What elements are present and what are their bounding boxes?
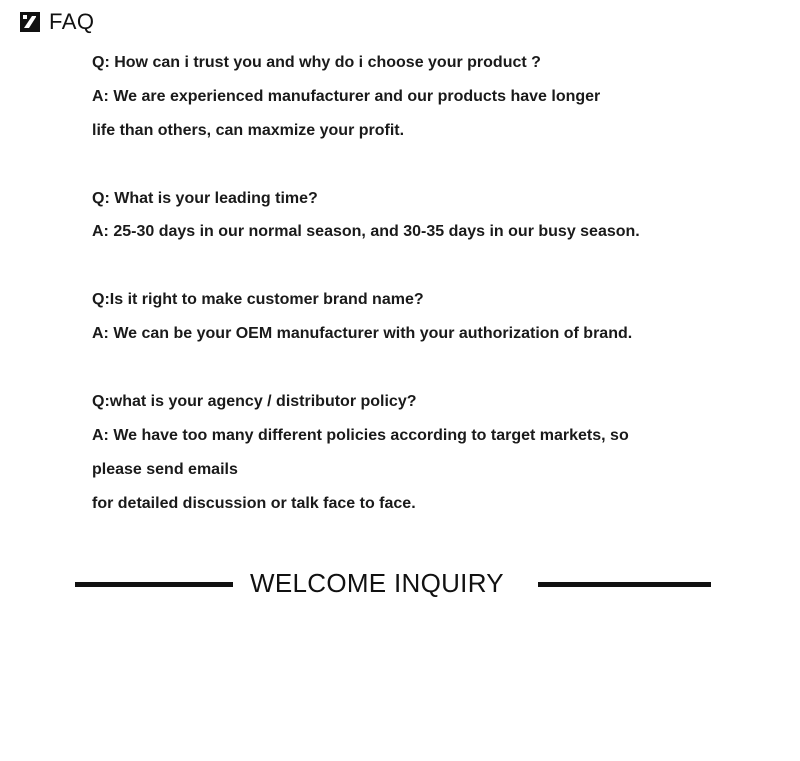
welcome-inquiry-title: WELCOME INQUIRY [250,568,504,598]
faq-answer-trust-line-1: A: We are experienced manufacturer and our products have longer [92,88,601,105]
faq-answer-brand-name: A: We can be your OEM manufacturer with your authorization of brand. [92,325,633,342]
faq-logo-icon [20,12,40,32]
faq-answer-agency-policy-line-2: please send emails [92,461,238,478]
faq-answer-leading-time: A: 25-30 days in our normal season, and 30-35 days in our busy season. [92,223,640,240]
faq-answer-agency-policy-line-1: A: We have too many different policies according to target markets, so [92,427,629,444]
faq-question-leading-time: Q: What is your leading time? [92,190,318,207]
faq-question-agency-policy: Q:what is your agency / distributor policy? [92,393,417,410]
faq-question-brand-name: Q:Is it right to make customer brand name? [92,291,424,308]
faq-question-trust: Q: How can i trust you and why do i choose your product ? [92,54,541,71]
welcome-inquiry-banner [0,566,800,602]
faq-answer-agency-policy-line-3: for detailed discussion or talk face to face. [92,495,416,512]
page-header [20,8,95,36]
right-divider [538,582,711,587]
left-divider [75,582,233,587]
page-title: FAQ [49,9,95,34]
faq-answer-trust-line-2: life than others, can maxmize your profit. [92,122,405,139]
